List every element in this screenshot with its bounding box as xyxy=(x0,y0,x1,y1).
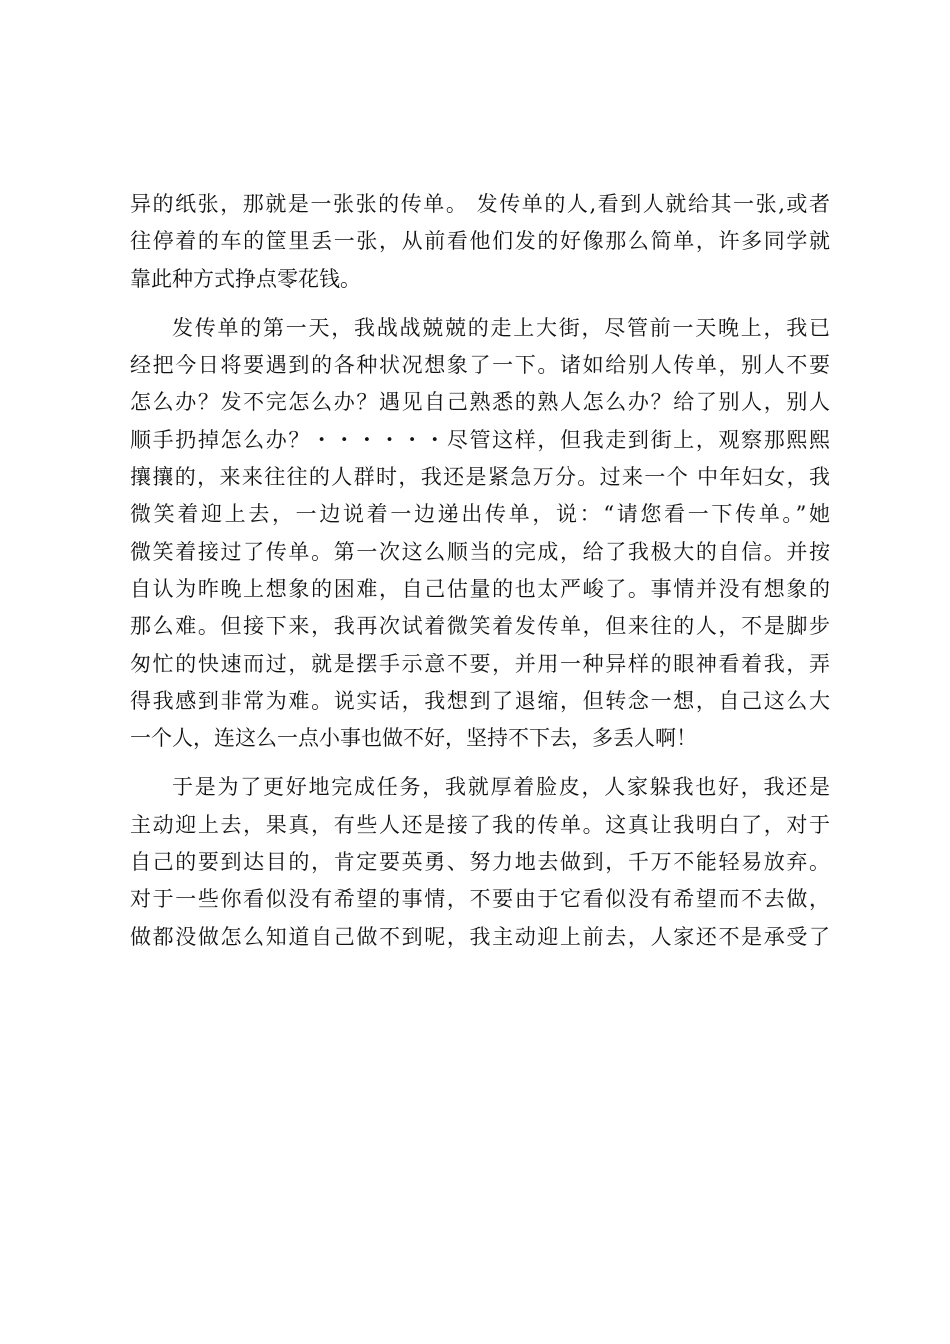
text-line: 对于一些你看似没有希望的事情，不要由于它看似没有希望而不去做， xyxy=(130,887,830,912)
text-line: 发传单的第一天，我战战兢兢的走上大街，尽管前一天晚上，我已 xyxy=(172,315,830,340)
text-line: 自己的要到达目的，肯定要英勇、努力地去做到，千万不能轻易放弃。 xyxy=(130,850,830,875)
text-line: 一个人，连这么一点小事也做不好，坚持不下去，多丢人啊！ xyxy=(130,726,697,751)
text-line: 匆忙的快速而过，就是摆手示意不要，并用一种异样的眼神看着我，弄 xyxy=(130,651,830,676)
text-line: 自认为昨晚上想象的困难，自己估量的也太严峻了。事情并没有想象的 xyxy=(130,576,830,601)
document-body xyxy=(130,186,830,956)
text-line: 顺手扔掉怎么办？・・・・・・尽管这样，但我走到街上，观察那熙熙 xyxy=(130,427,830,452)
paragraph-3 xyxy=(130,769,830,955)
text-line: 微笑着迎上去，一边说着一边递出传单，说：“请您看一下传单。”她 xyxy=(130,502,830,527)
text-line: 怎么办？发不完怎么办？遇见自己熟悉的熟人怎么办？给了别人，别人 xyxy=(130,390,830,415)
text-line: 得我感到非常为难。说实话，我想到了退缩，但转念一想，自己这么大 xyxy=(130,688,830,713)
text-line: 主动迎上去，果真，有些人还是接了我的传单。这真让我明白了，对于 xyxy=(130,812,830,837)
text-line: 往停着的车的筐里丢一张，从前看他们发的好像那么简单，许多同学就 xyxy=(130,229,830,254)
paragraph-1 xyxy=(130,186,830,298)
text-line: 经把今日将要遇到的各种状况想象了一下。诸如给别人传单，别人不要 xyxy=(130,353,830,378)
paragraph-spacing xyxy=(130,757,830,769)
text-line: 做都没做怎么知道自己做不到呢，我主动迎上前去，人家还不是承受了 xyxy=(130,924,830,949)
text-line: 那么难。但接下来，我再次试着微笑着发传单，但来往的人，不是脚步 xyxy=(130,614,830,639)
text-line: 靠此种方式挣点零花钱。 xyxy=(130,266,361,291)
text-line: 微笑着接过了传单。第一次这么顺当的完成，给了我极大的自信。并按 xyxy=(130,539,830,564)
text-line: 于是为了更好地完成任务，我就厚着脸皮，人家躲我也好，我还是 xyxy=(172,775,830,800)
text-line: 异的纸张，那就是一张张的传单。 发传单的人,看到人就给其一张,或者 xyxy=(130,192,830,216)
text-line: 攘攘的，来来往往的人群时，我还是紧急万分。过来一个 中年妇女，我 xyxy=(130,465,830,490)
paragraph-2 xyxy=(130,310,830,758)
paragraph-spacing xyxy=(130,298,830,310)
